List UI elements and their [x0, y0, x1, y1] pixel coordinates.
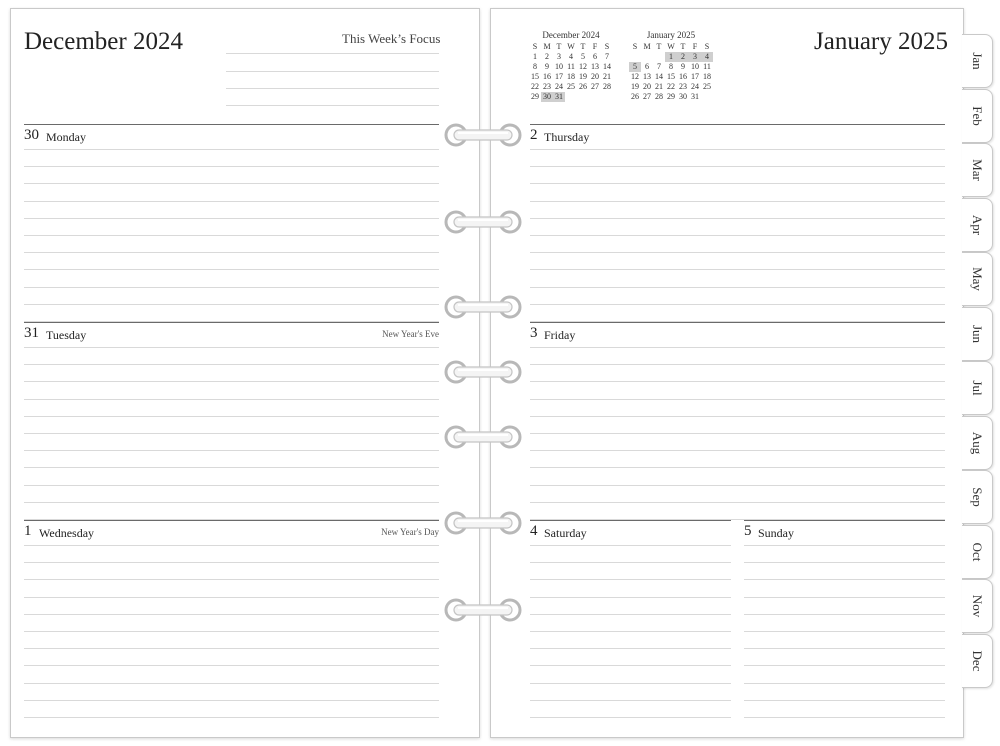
page-title-right: January 2025: [814, 28, 948, 55]
writing-line[interactable]: [24, 579, 439, 580]
month-tab-label: Dec: [970, 650, 985, 671]
mini-calendar-day[interactable]: 10: [555, 62, 563, 71]
day-number: 30: [24, 127, 39, 143]
mini-calendar-day[interactable]: 9: [681, 62, 685, 71]
month-tab-jan[interactable]: [962, 34, 993, 88]
mini-calendar-day[interactable]: 16: [543, 72, 551, 81]
writing-line[interactable]: [24, 218, 439, 219]
weekday-header: S: [604, 42, 610, 51]
writing-line[interactable]: [24, 381, 439, 382]
mini-calendar-day[interactable]: 25: [567, 82, 575, 91]
binder-ring: [444, 359, 522, 385]
mini-calendar-day[interactable]: 9: [545, 62, 549, 71]
writing-line[interactable]: [530, 235, 945, 236]
day-name: Thursday: [544, 130, 590, 144]
month-tab-label: Jun: [970, 324, 985, 343]
mini-calendar-day[interactable]: 8: [533, 62, 537, 71]
writing-line[interactable]: [744, 665, 945, 666]
writing-line[interactable]: [530, 304, 945, 305]
month-tab-label: Jul: [970, 380, 985, 396]
writing-line[interactable]: [744, 562, 945, 563]
writing-line[interactable]: [24, 519, 439, 520]
mini-calendar-day[interactable]: 26: [579, 82, 587, 91]
weeks-focus-label: This Week’s Focus: [342, 31, 441, 46]
writing-line[interactable]: [744, 614, 945, 615]
mini-calendar-day[interactable]: 1: [665, 52, 677, 62]
day-number: 4: [530, 523, 538, 539]
mini-calendar-grid: [629, 42, 713, 102]
writing-line[interactable]: [24, 562, 439, 563]
mini-calendar-day[interactable]: 22: [531, 82, 539, 91]
weekday-header: T: [656, 42, 662, 51]
writing-line[interactable]: [24, 166, 439, 167]
weekday-header: T: [556, 42, 562, 51]
writing-line[interactable]: [530, 717, 731, 718]
day-divider: [530, 322, 945, 323]
month-tab-label: Sep: [970, 487, 985, 507]
mini-calendar-day[interactable]: 19: [631, 82, 639, 91]
holiday-label: New Year's Day: [381, 527, 439, 537]
writing-line[interactable]: [530, 399, 945, 400]
writing-line[interactable]: [24, 433, 439, 434]
day-number: 1: [24, 523, 32, 539]
month-tab-jun[interactable]: [962, 307, 993, 361]
writing-line[interactable]: [530, 201, 945, 202]
focus-line[interactable]: [226, 88, 439, 89]
writing-line[interactable]: [744, 545, 945, 546]
month-tab-label: May: [970, 267, 985, 291]
mini-calendar-day[interactable]: 6: [645, 62, 649, 71]
mini-calendar-day[interactable]: 30: [543, 92, 551, 101]
mini-calendar-day[interactable]: 17: [555, 72, 563, 81]
mini-calendar-day[interactable]: 23: [543, 82, 551, 91]
writing-line[interactable]: [744, 648, 945, 649]
weekday-header: M: [543, 42, 551, 51]
mini-calendar-day[interactable]: 8: [669, 62, 673, 71]
mini-calendar-day: [565, 92, 577, 102]
writing-line[interactable]: [24, 665, 439, 666]
writing-line[interactable]: [24, 149, 439, 150]
month-tab-apr[interactable]: [962, 198, 993, 252]
mini-calendar-title: January 2025: [646, 30, 696, 40]
writing-line[interactable]: [24, 287, 439, 288]
mini-calendar-day[interactable]: 18: [703, 72, 711, 81]
writing-line[interactable]: [530, 467, 945, 468]
day-divider: [24, 322, 439, 323]
writing-line[interactable]: [24, 631, 439, 632]
writing-line[interactable]: [24, 717, 439, 718]
mini-calendar-day[interactable]: 21: [603, 72, 611, 81]
writing-line[interactable]: [530, 700, 731, 701]
weekday-header: W: [667, 42, 675, 51]
mini-calendar-day: [629, 52, 641, 62]
writing-line[interactable]: [24, 683, 439, 684]
mini-calendar-day[interactable]: 7: [605, 52, 609, 61]
mini-calendar-day[interactable]: 16: [679, 72, 687, 81]
mini-calendar-day: [601, 92, 613, 102]
focus-line[interactable]: [226, 53, 439, 54]
month-tab-label: Mar: [970, 159, 985, 181]
writing-line[interactable]: [530, 364, 945, 365]
holiday-label: New Year's Eve: [382, 329, 439, 339]
writing-line[interactable]: [24, 485, 439, 486]
writing-line[interactable]: [530, 579, 731, 580]
day-divider: [24, 124, 439, 125]
mini-calendar-day[interactable]: 12: [631, 72, 639, 81]
day-name: Wednesday: [39, 526, 95, 540]
writing-line[interactable]: [24, 614, 439, 615]
binder-ring: [444, 510, 522, 536]
day-name: Sunday: [758, 526, 794, 540]
writing-line[interactable]: [24, 450, 439, 451]
writing-line[interactable]: [24, 269, 439, 270]
weekday-header: S: [532, 42, 538, 51]
day-divider: [530, 124, 945, 125]
writing-line[interactable]: [744, 579, 945, 580]
mini-calendar-day[interactable]: 5: [629, 62, 641, 72]
day-name: Saturday: [544, 526, 587, 540]
day-divider: [530, 520, 731, 521]
writing-line[interactable]: [530, 683, 731, 684]
mini-calendar-day[interactable]: 28: [603, 82, 611, 91]
writing-line[interactable]: [744, 700, 945, 701]
binder-ring: [444, 294, 522, 320]
writing-line[interactable]: [530, 183, 945, 184]
mini-calendar-day[interactable]: 2: [545, 52, 549, 61]
writing-line[interactable]: [744, 631, 945, 632]
month-tab-label: Jan: [970, 52, 985, 70]
month-tab-aug[interactable]: [962, 416, 993, 470]
day-number: 5: [744, 523, 752, 539]
writing-line[interactable]: [24, 700, 439, 701]
mini-calendar-day: [577, 92, 589, 102]
binder-ring: [444, 597, 522, 623]
mini-calendar-day[interactable]: 13: [591, 62, 599, 71]
mini-calendar-day[interactable]: 14: [655, 72, 663, 81]
writing-line[interactable]: [530, 485, 945, 486]
weekday-header: F: [592, 42, 598, 51]
mini-calendar-day[interactable]: 13: [643, 72, 651, 81]
focus-line[interactable]: [226, 71, 439, 72]
writing-line[interactable]: [530, 450, 945, 451]
day-name: Friday: [544, 328, 576, 342]
day-divider: [744, 520, 945, 521]
weekday-header: S: [704, 42, 710, 51]
month-tab-mar[interactable]: [962, 143, 993, 197]
focus-line[interactable]: [226, 105, 439, 106]
writing-line[interactable]: [530, 648, 731, 649]
mini-calendar-day[interactable]: 31: [555, 92, 563, 101]
writing-line[interactable]: [24, 597, 439, 598]
mini-calendar-day[interactable]: 11: [567, 62, 575, 71]
writing-line[interactable]: [24, 364, 439, 365]
mini-calendar-day[interactable]: 30: [679, 92, 687, 101]
mini-calendar-day[interactable]: 3: [557, 52, 561, 61]
writing-line[interactable]: [530, 562, 731, 563]
writing-line[interactable]: [24, 545, 439, 546]
page-title-left: December 2024: [24, 28, 183, 55]
weekday-header: T: [680, 42, 686, 51]
writing-line[interactable]: [530, 252, 945, 253]
writing-line[interactable]: [24, 321, 439, 322]
day-name: Monday: [46, 130, 86, 144]
mini-calendar-day[interactable]: 31: [691, 92, 699, 101]
month-tab-dec[interactable]: [962, 634, 993, 688]
day-divider: [24, 520, 439, 521]
binder-ring: [444, 209, 522, 235]
writing-line[interactable]: [530, 166, 945, 167]
mini-calendar-day[interactable]: 18: [567, 72, 575, 81]
writing-line[interactable]: [530, 597, 731, 598]
writing-line[interactable]: [24, 416, 439, 417]
mini-calendar-day[interactable]: 1: [533, 52, 537, 61]
binder-ring: [444, 122, 522, 148]
mini-calendar-day: [653, 52, 665, 62]
month-tab-feb[interactable]: [962, 89, 993, 143]
mini-calendar-january: [629, 30, 713, 102]
mini-calendar-day[interactable]: 10: [691, 62, 699, 71]
month-tab-label: Oct: [970, 542, 985, 561]
mini-calendar-day[interactable]: 24: [691, 82, 699, 91]
binder-ring: [444, 424, 522, 450]
writing-line[interactable]: [530, 433, 945, 434]
day-number: 2: [530, 127, 538, 143]
writing-line[interactable]: [744, 717, 945, 718]
writing-line[interactable]: [24, 183, 439, 184]
day-number: 3: [530, 325, 538, 341]
mini-calendar-day[interactable]: 14: [603, 62, 611, 71]
writing-line[interactable]: [744, 683, 945, 684]
day-number: 31: [24, 325, 39, 341]
mini-calendar-day[interactable]: 5: [581, 52, 585, 61]
mini-calendar-day[interactable]: 25: [703, 82, 711, 91]
writing-line[interactable]: [530, 545, 731, 546]
mini-calendar-day[interactable]: 24: [555, 82, 563, 91]
mini-calendar-day[interactable]: 20: [643, 82, 651, 91]
mini-calendar-grid: [529, 42, 613, 102]
mini-calendar-day[interactable]: 22: [667, 82, 675, 91]
month-tab-sep[interactable]: [962, 470, 993, 524]
writing-line[interactable]: [24, 399, 439, 400]
writing-line[interactable]: [530, 519, 945, 520]
mini-calendar-day[interactable]: 27: [591, 82, 599, 91]
writing-line[interactable]: [744, 597, 945, 598]
mini-calendar-day[interactable]: 6: [593, 52, 597, 61]
writing-line[interactable]: [530, 631, 731, 632]
weekday-header: S: [632, 42, 638, 51]
mini-calendar-day[interactable]: 3: [689, 52, 701, 62]
writing-line[interactable]: [24, 252, 439, 253]
mini-calendar-day[interactable]: 26: [631, 92, 639, 101]
mini-calendar-day[interactable]: 27: [643, 92, 651, 101]
mini-calendar-day[interactable]: 29: [667, 92, 675, 101]
month-tab-label: Aug: [970, 431, 985, 454]
writing-line[interactable]: [530, 347, 945, 348]
mini-calendar-day[interactable]: 12: [579, 62, 587, 71]
mini-calendar-day[interactable]: 7: [657, 62, 661, 71]
writing-line[interactable]: [530, 665, 731, 666]
writing-line[interactable]: [24, 648, 439, 649]
writing-line[interactable]: [530, 321, 945, 322]
mini-calendar-day[interactable]: 20: [591, 72, 599, 81]
month-tab-nov[interactable]: [962, 579, 993, 633]
writing-line[interactable]: [24, 304, 439, 305]
mini-calendar-day[interactable]: 17: [691, 72, 699, 81]
month-tab-label: Feb: [970, 105, 985, 126]
writing-line[interactable]: [24, 201, 439, 202]
writing-line[interactable]: [24, 347, 439, 348]
month-tab-jul[interactable]: [962, 361, 993, 415]
mini-calendar-day[interactable]: 4: [569, 52, 573, 61]
mini-calendar-day[interactable]: 4: [701, 52, 713, 62]
month-tab-oct[interactable]: [962, 525, 993, 579]
month-tab-label: Apr: [970, 214, 985, 235]
month-tab-label: Nov: [970, 594, 985, 618]
weekday-header: T: [580, 42, 586, 51]
weekday-header: M: [643, 42, 651, 51]
mini-calendar-day[interactable]: 29: [531, 92, 539, 101]
writing-line[interactable]: [24, 502, 439, 503]
month-tab-may[interactable]: [962, 252, 993, 306]
writing-line[interactable]: [530, 502, 945, 503]
weekday-header: W: [567, 42, 575, 51]
mini-calendar-day[interactable]: 21: [655, 82, 663, 91]
day-name: Tuesday: [46, 328, 87, 342]
writing-line[interactable]: [530, 416, 945, 417]
writing-line[interactable]: [530, 149, 945, 150]
mini-calendar-day[interactable]: 15: [667, 72, 675, 81]
weekday-header: F: [692, 42, 698, 51]
mini-calendar-day[interactable]: 19: [579, 72, 587, 81]
left-page: [10, 8, 480, 738]
writing-line[interactable]: [530, 614, 731, 615]
mini-calendar-day[interactable]: 11: [703, 62, 711, 71]
mini-calendar-day[interactable]: 15: [531, 72, 539, 81]
writing-line[interactable]: [24, 467, 439, 468]
mini-calendar-day[interactable]: 28: [655, 92, 663, 101]
mini-calendar-title: December 2024: [542, 30, 600, 40]
mini-calendar-day[interactable]: 23: [679, 82, 687, 91]
mini-calendar-day: [701, 92, 713, 102]
mini-calendar-day[interactable]: 2: [677, 52, 689, 62]
writing-line[interactable]: [24, 235, 439, 236]
writing-line[interactable]: [530, 287, 945, 288]
writing-line[interactable]: [530, 381, 945, 382]
mini-calendar-day: [641, 52, 653, 62]
writing-line[interactable]: [530, 218, 945, 219]
writing-line[interactable]: [530, 269, 945, 270]
right-page: [490, 8, 964, 738]
mini-calendar-december: [529, 30, 613, 102]
mini-calendar-day: [589, 92, 601, 102]
